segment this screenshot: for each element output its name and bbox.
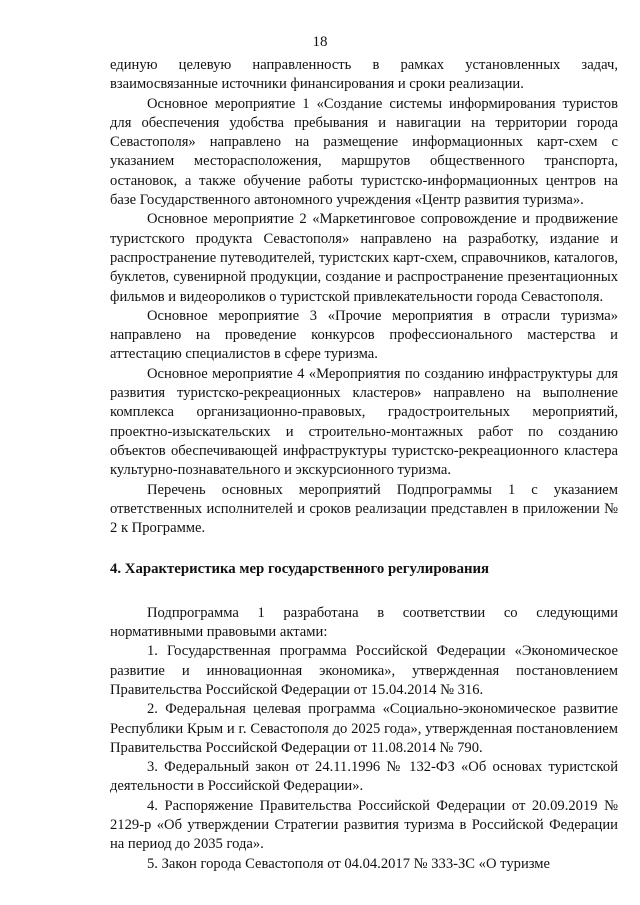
page-number: 18 [312,34,328,50]
paragraph-activity-2: Основное мероприятие 2 «Маркетинговое сопровождение и продвижение туристского продукта Севастополя» направлено на разработку, издание и распространение путеводителей, туристских карт-схем, справочников, каталогов, буклетов, сувенирной продукции, создание и распространение презентационных фильмов и видеороликов о туристской привлекательности города Севастополя. [110,211,618,305]
legal-act-item-5: 5. Закон города Севастополя от 04.04.2017 № 333-ЗС «О туризме [147,855,551,872]
legal-act-item-3: 3. Федеральный закон от 24.11.1996 № 132-ФЗ «Об основах туристской деятельности в Российской Федерации». [110,759,618,795]
legal-act-item-1: 1. Государственная программа Российской Федерации «Экономическое развитие и инновационная экономика», утвержденная постановлением Правительства Российской Федерации от 15.04.2014 № 316. [110,643,618,698]
paragraph-legal-basis-intro: Подпрограмма 1 разработана в соответствии со следующими нормативными правовыми актами: [110,604,618,641]
paragraph-activity-3: Основное мероприятие 3 «Прочие мероприятия в отрасли туризма» направлено на проведение конкурсов профессионального мастерства и аттестацию специалистов в сфере туризма. [110,307,618,363]
paragraph-continuation: единую целевую направленность в рамках установленных задач, взаимосвязанные источники финансирования и сроки реализации. [110,57,618,93]
section-heading: 4. Характеристика мер государственного регулирования [110,561,490,578]
legal-act-item-4: 4. Распоряжение Правительства Российской Федерации от 20.09.2019 № 2129-р «Об утверждении Стратегии развития туризма в Российской Федерации на период до 2035 года». [110,797,618,853]
paragraph-activities-list: Перечень основных мероприятий Подпрограммы 1 с указанием ответственных исполнителей и сроков реализации представлен в приложении № 2 к Программе. [110,481,618,537]
document-body [110,56,618,874]
paragraph-activity-1: Основное мероприятие 1 «Создание системы информирования туристов для обеспечения удобства пребывания и навигации на территории города Севастополя» направлено на размещение информационных карт-схем с указанием месторасположения, маршрутов общественного транспорта, остановок, а также обучение работы туристско-информационных центров на базе Государственного автономного учреждения «Центр развития туризма». [110,95,618,209]
paragraph-activity-4: Основное мероприятие 4 «Мероприятия по созданию инфраструктуры для развития туристско-рекреационных кластеров» направлено на выполнение комплекса организационно-правовых, градостроительных мероприятий, проектно-изыскательских и строительно-монтажных работ по созданию объектов обеспечивающей инфраструктуры туристско-рекреационного кластера культурно-познавательного и экскурсионного туризма. [110,365,618,479]
legal-act-item-2: 2. Федеральная целевая программа «Социально-экономическое развитие Республики Крым и г. Севастополя до 2025 года», утвержденная постановлением Правительства Российской Федерации от 11.08.2014 № 790. [110,701,618,756]
